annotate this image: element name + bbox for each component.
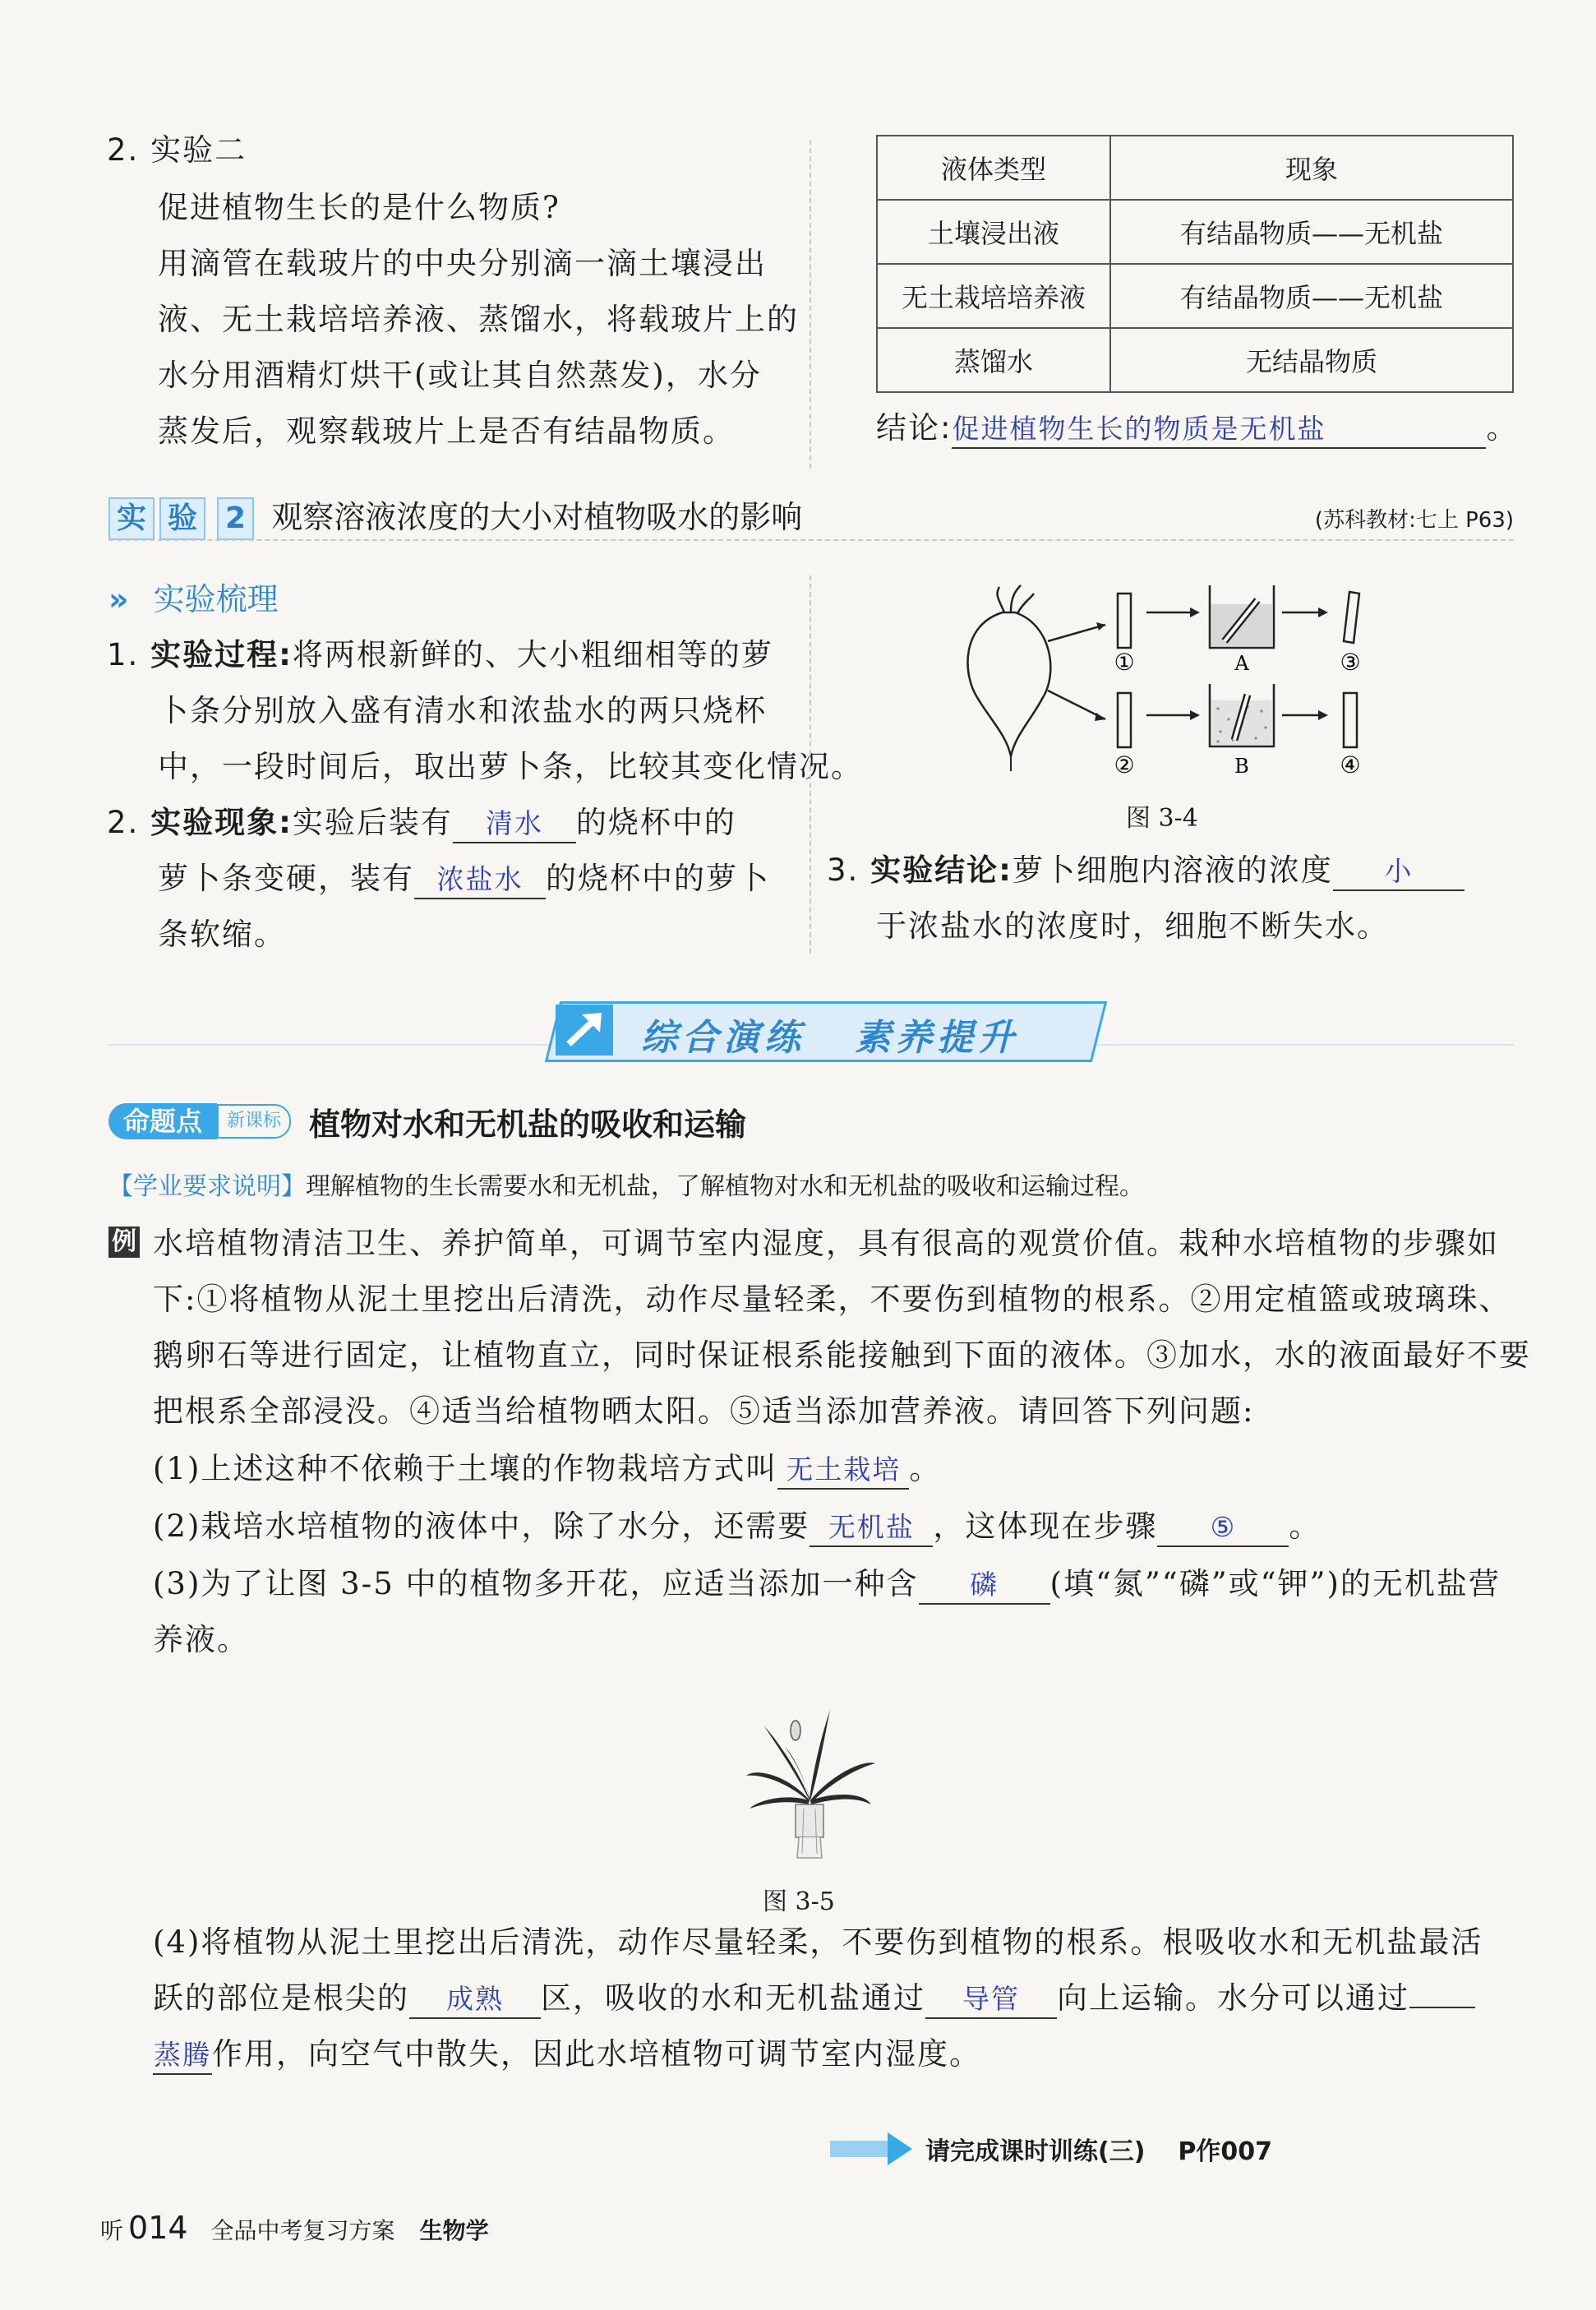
- phenomenon-line-2: [158, 850, 770, 908]
- exp2-line-2: 液、无土栽培培养液、蒸馏水，将载玻片上的: [158, 302, 799, 337]
- banner-title: [641, 1008, 1019, 1060]
- table-cell: 土壤浸出液: [877, 200, 1110, 264]
- process-line-1: [107, 626, 773, 684]
- figure-3-4-caption: 图 3-4: [1126, 804, 1198, 833]
- figure-3-5-caption: 图 3-5: [763, 1887, 835, 1916]
- q4-line-2: [153, 1970, 1475, 2027]
- table-cell: 无结晶物质: [1110, 328, 1513, 392]
- arrow-head-icon: [1190, 608, 1200, 617]
- answer-step: ⑤: [1157, 1509, 1289, 1547]
- q2-mid: ，这体现在步骤: [933, 1508, 1158, 1544]
- exp2-number: 2.: [107, 132, 140, 168]
- book-title: 全品中考复习方案: [210, 2217, 395, 2244]
- table-row: [877, 264, 1513, 328]
- phenomenon-line-1: [107, 794, 736, 852]
- table-cell: 有结晶物质——无机盐: [1110, 200, 1513, 264]
- section2-header: [108, 492, 1514, 536]
- process-text-1: 将两根新鲜的、大小粗细相等的萝: [292, 637, 773, 672]
- subject: 生物学: [419, 2217, 489, 2244]
- exp2-line-3: 水分用酒精灯烘干(或让其自然蒸发)，水分: [158, 358, 762, 393]
- exp2-line-1: 用滴管在载玻片的中央分别滴一滴土壤浸出: [158, 246, 767, 281]
- review-heading-text: 实验梳理: [153, 581, 279, 617]
- table-cell: 有结晶物质——无机盐: [1110, 264, 1513, 328]
- q2-end: 。: [1289, 1508, 1322, 1544]
- table-header-phenomenon: 现象: [1110, 136, 1513, 200]
- q3-line-2: 养液。: [153, 1622, 249, 1657]
- page-number: 014: [128, 2210, 188, 2246]
- q4-line-3: [153, 2026, 981, 2083]
- conclusion3-line-2: 于浓盐水的浓度时，细胞不断失水。: [876, 908, 1389, 944]
- conclusion-end: 。: [1486, 410, 1519, 446]
- topic-sub: 新课标: [217, 1104, 291, 1139]
- conclusion-answer: 促进植物生长的物质是无机盐: [952, 411, 1486, 449]
- section2-source: (苏科教材:七上 P63): [1314, 508, 1514, 533]
- example-line-1: 水培植物清洁卫生、养护简单，可调节室内湿度，具有很高的观赏价值。栽种水培植物的步骤如: [153, 1226, 1499, 1261]
- example-line-2: 下:①将植物从泥土里挖出后清洗，动作尽量轻柔，不要伤到植物的根系。②用定植篮或玻璃珠、: [153, 1282, 1511, 1317]
- table-row: [877, 200, 1513, 264]
- arrow-head-icon: [1318, 710, 1328, 720]
- table-conclusion: [876, 400, 1518, 457]
- section2-underline: [108, 539, 1514, 541]
- process-number: 1.: [107, 637, 140, 672]
- table-header-row: [877, 136, 1513, 200]
- q4-end: 作用，向空气中散失，因此水培植物可调节室内湿度。: [212, 2036, 981, 2072]
- result-table-wrapper: [876, 135, 1514, 393]
- process-line-3: 中，一段时间后，取出萝卜条，比较其变化情况。: [158, 749, 863, 784]
- q2-text: (2)栽培水培植物的液体中，除了水分，还需要: [153, 1508, 810, 1544]
- table-cell: 蒸馏水: [877, 328, 1110, 392]
- page-footer: [100, 2210, 489, 2246]
- exp2-line-4: 蒸发后，观察载玻片上是否有结晶物质。: [158, 413, 735, 449]
- q1-text: (1)上述这种不依赖于土壤的作物栽培方式叫: [153, 1451, 778, 1486]
- answer-transpiration: 蒸腾: [153, 2037, 212, 2075]
- beaker-b: [1210, 684, 1274, 746]
- radish-strip-3: [1344, 592, 1359, 643]
- question-2: [153, 1498, 1321, 1555]
- arrow-head-icon: [1190, 710, 1200, 720]
- homework-link-page: P作007: [1178, 2137, 1273, 2166]
- homework-link-text: 请完成课时训练(三): [925, 2137, 1146, 2166]
- phenomenon-label: 实验现象:: [150, 805, 293, 840]
- conclusion3-line-1: [827, 842, 1465, 899]
- conclusion3-pre: 萝卜细胞内溶液的浓度: [1012, 852, 1333, 888]
- question-1: [153, 1440, 941, 1498]
- double-chevron-icon: »: [108, 581, 129, 617]
- q4-pre: 跃的部位是根尖的: [153, 1980, 409, 2016]
- answer-less: 小: [1333, 853, 1465, 891]
- banner-arrow-box: [556, 1005, 613, 1056]
- radish-strip-4: [1344, 693, 1357, 747]
- arrow-head-icon: [1096, 622, 1105, 631]
- section2-tag-char: 验: [159, 497, 205, 540]
- q3-post: (填“氮”“磷”或“钾”)的无机盐营: [1049, 1566, 1501, 1601]
- requirement-text: 理解植物的生长需要水和无机盐，了解植物对水和无机盐的吸收和运输过程。: [306, 1172, 1144, 1201]
- question-3: [153, 1555, 1501, 1613]
- exp2-title: 实验二: [150, 132, 247, 168]
- arrow-right-icon: [830, 2131, 912, 2167]
- figure-label-1: ①: [1114, 649, 1135, 676]
- q1-end: 。: [909, 1451, 942, 1486]
- figure-label-4: ④: [1340, 751, 1361, 778]
- footer-prefix: 听: [100, 2217, 124, 2244]
- phenomenon-number: 2.: [107, 805, 140, 840]
- process-line-2: 卜条分别放入盛有清水和浓盐水的两只烧杯: [158, 693, 767, 728]
- phenomenon-pre1: 实验后装有: [292, 805, 453, 840]
- phenomenon-line-3: 条软缩。: [158, 917, 286, 952]
- radish-illustration: [968, 585, 1051, 771]
- topic-title: 植物对水和无机盐的吸收和运输: [309, 1106, 747, 1143]
- trend-arrow-icon: [556, 1005, 613, 1056]
- topic-tag: 命题点: [108, 1103, 217, 1139]
- phenomenon-post2: 的烧杯中的萝卜: [546, 861, 770, 896]
- exp2-question: 促进植物生长的是什么物质?: [158, 190, 560, 225]
- q4-mid: 区，吸收的水和无机盐通过: [541, 1980, 925, 2016]
- exp2-heading: [107, 122, 247, 179]
- result-table: [876, 135, 1514, 393]
- radish-strip-1: [1118, 594, 1131, 648]
- process-label: 实验过程:: [150, 637, 293, 672]
- answer-water: 清水: [453, 806, 576, 843]
- figure-label-b: B: [1234, 755, 1249, 778]
- phenomenon-pre2: 萝卜条变硬，装有: [158, 861, 414, 896]
- figure-label-a: A: [1234, 652, 1249, 675]
- answer-vessel: 导管: [925, 1981, 1057, 2019]
- example-line-3: 鹅卵石等进行固定，让植物直立，同时保证根系能接触到下面的液体。③加水，水的液面最好不要: [153, 1337, 1531, 1373]
- review-heading: [108, 574, 279, 619]
- conclusion3-number: 3.: [827, 852, 860, 888]
- column-divider-middle: [810, 575, 811, 954]
- conclusion-label: 结论:: [876, 410, 953, 446]
- answer-phosphorus: 磷: [919, 1567, 1050, 1605]
- homework-link[interactable]: [830, 2131, 1272, 2167]
- figure-3-4: [945, 575, 1389, 789]
- table-row: [877, 328, 1513, 392]
- answer-inorganic-salt: 无机盐: [810, 1509, 933, 1547]
- conclusion3-label: 实验结论:: [870, 852, 1012, 888]
- requirement-label: 【学业要求说明】: [108, 1172, 306, 1201]
- requirement: [108, 1169, 1144, 1205]
- radish-strip-2: [1118, 693, 1131, 747]
- example-label: 例: [108, 1227, 140, 1258]
- column-divider-top: [810, 140, 811, 469]
- arrow-head-icon: [1318, 608, 1328, 617]
- arrow-head-icon: [1095, 713, 1105, 721]
- q4-post: 向上运输。水分可以通过: [1057, 1980, 1409, 2016]
- answer-blank-filler: [1409, 2007, 1475, 2008]
- answer-soilless: 无土栽培: [777, 1452, 909, 1490]
- q4-line-1: (4)将植物从泥土里挖出后清洗，动作尽量轻柔，不要伤到植物的根系。根吸收水和无机盐最活: [153, 1924, 1483, 1960]
- table-cell: 无土栽培培养液: [877, 264, 1110, 328]
- answer-mature-zone: 成熟: [409, 1981, 541, 2019]
- phenomenon-post1: 的烧杯中的: [575, 805, 736, 840]
- plant-illustration: [746, 1710, 875, 1858]
- figure-label-3: ③: [1340, 649, 1361, 676]
- section2-tag-num: 2: [217, 497, 254, 540]
- banner-text-1: 综合演练: [641, 1017, 805, 1059]
- q3-text: (3)为了让图 3-5 中的植物多开花，应适当添加一种含: [153, 1566, 919, 1601]
- beaker-a: [1210, 585, 1274, 648]
- example-line-4: 把根系全部浸没。④适当给植物晒太阳。⑤适当添加营养液。请回答下列问题:: [153, 1393, 1255, 1429]
- answer-salt-water: 浓盐水: [414, 862, 546, 899]
- section2-tag-char: 实: [108, 497, 155, 540]
- section2-title: 观察溶液浓度的大小对植物吸水的影响: [271, 499, 803, 535]
- figure-3-5: [740, 1702, 879, 1866]
- table-header-liquid: 液体类型: [877, 136, 1110, 200]
- topic-header: [108, 1102, 746, 1141]
- arrow-icon: [1048, 625, 1105, 641]
- figure-label-2: ②: [1114, 751, 1135, 778]
- banner-text-2: 素养提升: [855, 1017, 1019, 1059]
